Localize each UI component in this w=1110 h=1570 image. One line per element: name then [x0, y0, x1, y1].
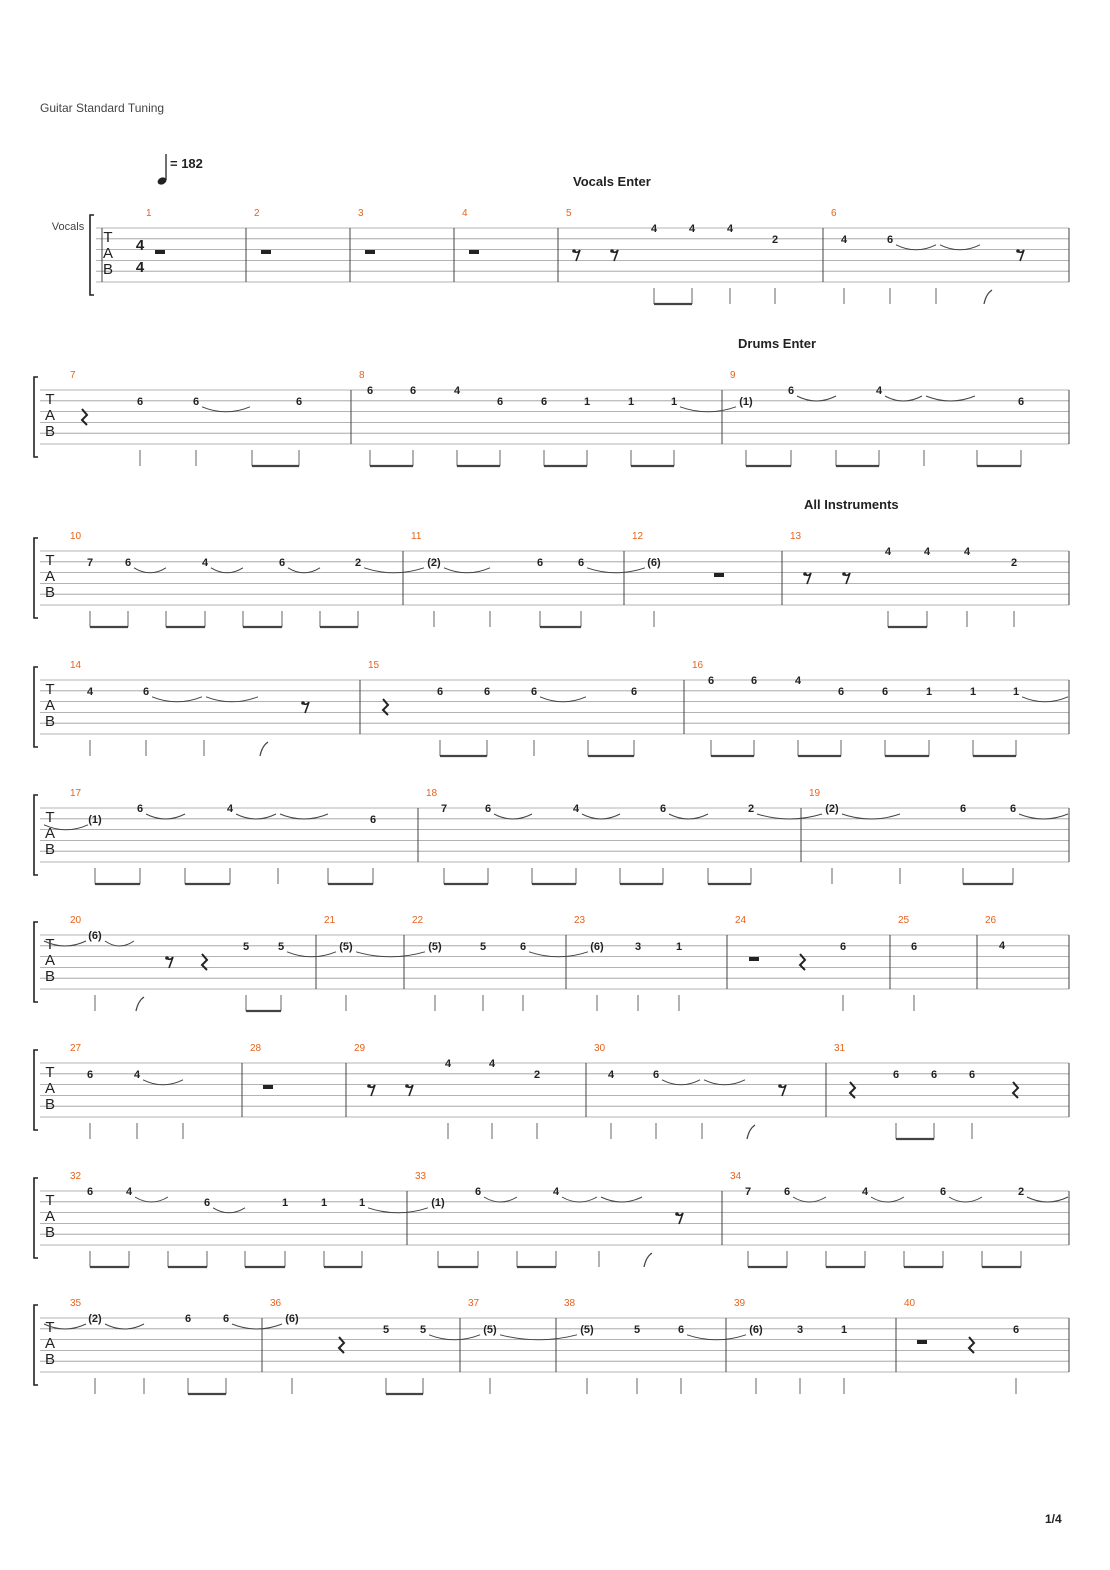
- tie: [143, 1080, 183, 1085]
- measure-number: 40: [904, 1298, 916, 1309]
- measure-number: 36: [270, 1298, 282, 1309]
- tab-clef-b: B: [44, 1351, 56, 1368]
- tie: [135, 1197, 168, 1202]
- tab-clef-t: T: [45, 1319, 55, 1336]
- fret-number: (5): [339, 940, 353, 953]
- fret-number: 6: [369, 813, 377, 826]
- measure-number: 2: [254, 208, 260, 219]
- tie: [146, 814, 185, 819]
- tab-clef-a: A: [44, 407, 56, 424]
- fret-number: 4: [861, 1186, 869, 1198]
- fret-number: 1: [627, 395, 635, 408]
- fret-number: 6: [474, 1186, 482, 1198]
- fret-number: 3: [796, 1323, 804, 1336]
- tie: [206, 697, 258, 702]
- fret-number: (2): [88, 1313, 102, 1325]
- tuning-label: Guitar Standard Tuning: [40, 101, 165, 115]
- fret-number: 6: [1009, 803, 1017, 815]
- fret-number: 6: [540, 395, 548, 408]
- fret-number: 6: [484, 803, 492, 815]
- measure-number: 15: [368, 660, 380, 671]
- fret-number: 6: [366, 385, 374, 397]
- tie: [500, 1335, 577, 1340]
- tie: [236, 814, 276, 819]
- tie: [364, 568, 424, 573]
- fret-number: 4: [607, 1068, 615, 1081]
- fret-number: 4: [726, 223, 734, 235]
- half-rest-icon: [261, 250, 271, 254]
- note-flag: [260, 742, 268, 756]
- tab-clef-a: A: [44, 1208, 56, 1225]
- tie: [356, 952, 425, 957]
- eighth-rest-dot: [1016, 249, 1020, 253]
- fret-number: (1): [431, 1196, 445, 1209]
- tie: [280, 814, 328, 819]
- measure-number: 13: [790, 531, 802, 542]
- system-bracket: [90, 215, 94, 295]
- half-rest-icon: [365, 250, 375, 254]
- tie: [757, 814, 822, 819]
- fret-number: 6: [939, 1186, 947, 1198]
- measure-number: 19: [809, 788, 821, 799]
- page-number: 1/4: [1045, 1512, 1062, 1526]
- half-rest-icon: [263, 1085, 273, 1089]
- fret-number: 4: [488, 1058, 496, 1070]
- measure-number: 16: [692, 660, 704, 671]
- fret-number: 6: [436, 685, 444, 698]
- fret-number: (1): [88, 813, 102, 826]
- fret-number: 4: [884, 546, 892, 558]
- eighth-rest-dot: [803, 572, 807, 576]
- fret-number: 2: [533, 1068, 541, 1081]
- tie: [152, 697, 202, 702]
- tie: [1022, 697, 1068, 702]
- measure-number: 11: [411, 531, 422, 542]
- fret-number: 6: [839, 940, 847, 953]
- fret-number: 1: [840, 1323, 848, 1336]
- fret-number: (2): [427, 556, 441, 569]
- fret-number: 6: [783, 1186, 791, 1198]
- time-signature-bottom: 4: [135, 259, 145, 276]
- measure-number: 10: [70, 531, 82, 542]
- measure-number: 29: [354, 1043, 366, 1054]
- tie: [949, 1197, 982, 1202]
- fret-number: 6: [409, 385, 417, 397]
- tie: [669, 814, 708, 819]
- eighth-rest-dot: [367, 1084, 371, 1088]
- fret-number: 6: [892, 1068, 900, 1081]
- system-bracket: [34, 377, 38, 457]
- fret-number: 2: [1010, 556, 1018, 569]
- tab-clef-a: A: [44, 1080, 56, 1097]
- tie: [494, 814, 532, 819]
- fret-number: 4: [201, 556, 209, 569]
- tab-clef-t: T: [45, 391, 55, 408]
- fret-number: 6: [750, 675, 758, 687]
- section-drums-enter: Drums Enter: [738, 336, 817, 351]
- fret-number: 6: [787, 385, 795, 397]
- measure-number: 32: [70, 1171, 82, 1182]
- fret-number: 6: [142, 685, 150, 698]
- tab-clef-b: B: [44, 713, 56, 730]
- fret-number: (6): [647, 556, 661, 569]
- system-bracket: [34, 795, 38, 875]
- tab-clef-a: A: [44, 568, 56, 585]
- section-all-instruments: All Instruments: [804, 497, 899, 512]
- tie: [687, 1335, 746, 1340]
- tempo-marking: = 182: [170, 156, 203, 171]
- tie: [926, 396, 975, 401]
- fret-number: 6: [496, 395, 504, 408]
- system-bracket: [34, 922, 38, 1002]
- measure-number: 9: [730, 370, 736, 381]
- system-bracket: [34, 1178, 38, 1258]
- measure-number: 35: [70, 1298, 82, 1309]
- fret-number: 6: [295, 395, 303, 408]
- tab-clef-t: T: [103, 229, 113, 246]
- tie: [797, 396, 836, 401]
- tie: [213, 1208, 245, 1213]
- tab-clef-b: B: [44, 584, 56, 601]
- fret-number: 5: [242, 940, 250, 953]
- measure-number: 12: [632, 531, 644, 542]
- fret-number: 4: [963, 546, 971, 558]
- tie: [582, 814, 620, 819]
- fret-number: 1: [675, 940, 683, 953]
- fret-number: 6: [630, 685, 638, 698]
- fret-number: 5: [633, 1323, 641, 1336]
- fret-number: 6: [837, 685, 845, 698]
- measure-number: 34: [730, 1171, 742, 1182]
- tie: [1027, 1197, 1068, 1202]
- eighth-rest-dot: [405, 1084, 409, 1088]
- fret-number: 5: [277, 940, 285, 953]
- fret-number: 6: [930, 1068, 938, 1081]
- tie: [429, 1335, 480, 1340]
- tab-clef-b: B: [44, 1096, 56, 1113]
- system-bracket: [34, 667, 38, 747]
- measure-number: 39: [734, 1298, 746, 1309]
- tie: [134, 568, 166, 573]
- fret-number: 4: [875, 385, 883, 397]
- fret-number: 4: [840, 233, 848, 246]
- fret-number: 4: [688, 223, 696, 235]
- tie: [105, 941, 134, 946]
- measure-number: 21: [324, 915, 336, 926]
- fret-number: 6: [959, 803, 967, 815]
- eighth-rest-dot: [610, 249, 614, 253]
- tie: [1019, 814, 1068, 819]
- fret-number: (5): [483, 1323, 497, 1336]
- tie: [202, 407, 250, 412]
- tie: [287, 952, 336, 957]
- fret-number: 1: [670, 395, 678, 408]
- eighth-rest-dot: [778, 1084, 782, 1088]
- tab-clef-t: T: [45, 552, 55, 569]
- measure-number: 8: [359, 370, 365, 381]
- fret-number: 7: [440, 803, 448, 815]
- tie: [587, 568, 645, 573]
- fret-number: 6: [968, 1068, 976, 1081]
- tie: [871, 1197, 904, 1202]
- eighth-rest-dot: [301, 701, 305, 705]
- tie: [885, 396, 922, 401]
- measure-number: 22: [412, 915, 424, 926]
- tab-clef-a: A: [44, 1335, 56, 1352]
- fret-number: 6: [881, 685, 889, 698]
- half-rest-icon: [155, 250, 165, 254]
- fret-number: 5: [419, 1323, 427, 1336]
- fret-number: 6: [203, 1196, 211, 1209]
- measure-number: 31: [834, 1043, 846, 1054]
- tie: [601, 1197, 642, 1202]
- fret-number: 6: [1017, 395, 1025, 408]
- tie: [232, 1324, 282, 1329]
- fret-number: 6: [222, 1313, 230, 1325]
- fret-number: 7: [86, 556, 94, 569]
- fret-number: (5): [428, 940, 442, 953]
- fret-number: 6: [483, 685, 491, 698]
- fret-number: 6: [886, 233, 894, 246]
- fret-number: 6: [659, 803, 667, 815]
- note-flag: [136, 997, 144, 1011]
- note-flag: [747, 1125, 755, 1139]
- fret-number: 4: [650, 223, 658, 235]
- measure-number: 3: [358, 208, 364, 219]
- tie: [368, 1208, 428, 1213]
- fret-number: 6: [707, 675, 715, 687]
- tab-clef-t: T: [45, 1064, 55, 1081]
- half-rest-icon: [749, 957, 759, 961]
- tie: [793, 1197, 826, 1202]
- measure-number: 14: [70, 660, 82, 671]
- fret-number: 6: [124, 556, 132, 569]
- note-flag: [984, 290, 992, 304]
- measure-number: 28: [250, 1043, 262, 1054]
- tab-clef-b: B: [44, 1224, 56, 1241]
- fret-number: 1: [281, 1196, 289, 1209]
- half-rest-icon: [917, 1340, 927, 1344]
- fret-number: 4: [923, 546, 931, 558]
- fret-number: 1: [925, 685, 933, 698]
- measure-number: 23: [574, 915, 586, 926]
- fret-number: 4: [444, 1058, 452, 1070]
- fret-number: 6: [86, 1068, 94, 1081]
- fret-number: 6: [652, 1068, 660, 1081]
- tie: [662, 1080, 700, 1085]
- tab-clef-b: B: [44, 423, 56, 440]
- tie: [529, 952, 588, 957]
- fret-number: 4: [86, 685, 94, 698]
- tie: [704, 1080, 745, 1085]
- tab-clef-t: T: [45, 936, 55, 953]
- eighth-rest-dot: [842, 572, 846, 576]
- measure-number: 38: [564, 1298, 576, 1309]
- fret-number: (2): [825, 803, 839, 815]
- tie: [940, 245, 980, 250]
- fret-number: 6: [86, 1186, 94, 1198]
- eighth-rest-dot: [165, 956, 169, 960]
- fret-number: (5): [580, 1323, 594, 1336]
- fret-number: 2: [1017, 1186, 1025, 1198]
- fret-number: 4: [552, 1186, 560, 1198]
- tie: [540, 697, 586, 702]
- tab-clef-b: B: [44, 841, 56, 858]
- tie: [105, 1324, 144, 1329]
- tab-clef-t: T: [45, 681, 55, 698]
- fret-number: 6: [530, 685, 538, 698]
- fret-number: 3: [634, 940, 642, 953]
- fret-number: 6: [136, 395, 144, 408]
- track-name-vocals: Vocals: [51, 221, 85, 233]
- measure-number: 18: [426, 788, 438, 799]
- fret-number: 2: [354, 556, 362, 569]
- tab-clef-a: A: [44, 952, 56, 969]
- fret-number: 5: [382, 1323, 390, 1336]
- fret-number: 6: [192, 395, 200, 408]
- measure-number: 20: [70, 915, 82, 926]
- fret-number: 6: [278, 556, 286, 569]
- half-rest-icon: [469, 250, 479, 254]
- fret-number: 5: [479, 940, 487, 953]
- measure-number: 30: [594, 1043, 606, 1054]
- tie: [484, 1197, 517, 1202]
- measure-number: 1: [146, 208, 152, 219]
- fret-number: 6: [136, 803, 144, 815]
- fret-number: 4: [226, 803, 234, 815]
- fret-number: (6): [590, 940, 604, 953]
- fret-number: 6: [677, 1323, 685, 1336]
- fret-number: 4: [125, 1186, 133, 1198]
- fret-number: 4: [572, 803, 580, 815]
- section-vocals-enter: Vocals Enter: [573, 174, 651, 189]
- tab-clef-t: T: [45, 809, 55, 826]
- measure-number: 37: [468, 1298, 480, 1309]
- fret-number: 1: [320, 1196, 328, 1209]
- system-bracket: [34, 1305, 38, 1385]
- measure-number: 4: [462, 208, 468, 219]
- fret-number: 2: [771, 233, 779, 246]
- tie: [896, 245, 936, 250]
- eighth-rest-dot: [675, 1212, 679, 1216]
- measure-number: 33: [415, 1171, 427, 1182]
- fret-number: (1): [739, 395, 753, 408]
- half-rest-icon: [714, 573, 724, 577]
- tab-clef-a: A: [44, 825, 56, 842]
- fret-number: 6: [577, 556, 585, 569]
- fret-number: (6): [749, 1323, 763, 1336]
- fret-number: 7: [744, 1186, 752, 1198]
- measure-number: 17: [70, 788, 82, 799]
- measure-number: 25: [898, 915, 910, 926]
- measure-number: 5: [566, 208, 572, 219]
- fret-number: 4: [794, 675, 802, 687]
- measure-number: 26: [985, 915, 997, 926]
- fret-number: 4: [998, 940, 1006, 952]
- measure-number: 27: [70, 1043, 82, 1054]
- fret-number: 1: [358, 1196, 366, 1209]
- fret-number: (6): [285, 1313, 299, 1325]
- fret-number: 4: [133, 1068, 141, 1081]
- tie: [562, 1197, 597, 1202]
- tie: [680, 407, 736, 412]
- system-bracket: [34, 538, 38, 618]
- fret-number: 1: [583, 395, 591, 408]
- measure-number: 24: [735, 915, 747, 926]
- measure-number: 7: [70, 370, 76, 381]
- tab-clef-b: B: [102, 261, 114, 278]
- fret-number: 6: [1012, 1323, 1020, 1336]
- system-bracket: [34, 1050, 38, 1130]
- tie: [842, 814, 900, 819]
- tab-clef-a: A: [102, 245, 114, 262]
- note-flag: [644, 1253, 652, 1267]
- tie: [444, 568, 490, 573]
- measure-number: 6: [831, 208, 837, 219]
- fret-number: 1: [969, 685, 977, 698]
- tab-clef-t: T: [45, 1192, 55, 1209]
- fret-number: (6): [88, 930, 102, 942]
- fret-number: 6: [184, 1313, 192, 1325]
- tie: [211, 568, 243, 573]
- time-signature-top: 4: [135, 237, 145, 254]
- tab-clef-b: B: [44, 968, 56, 985]
- fret-number: 4: [453, 385, 461, 397]
- fret-number: 6: [536, 556, 544, 569]
- tie: [288, 568, 320, 573]
- tab-clef-a: A: [44, 697, 56, 714]
- eighth-rest-dot: [572, 249, 576, 253]
- fret-number: 6: [910, 940, 918, 953]
- fret-number: 1: [1012, 685, 1020, 698]
- fret-number: 2: [747, 803, 755, 815]
- fret-number: 6: [519, 940, 527, 953]
